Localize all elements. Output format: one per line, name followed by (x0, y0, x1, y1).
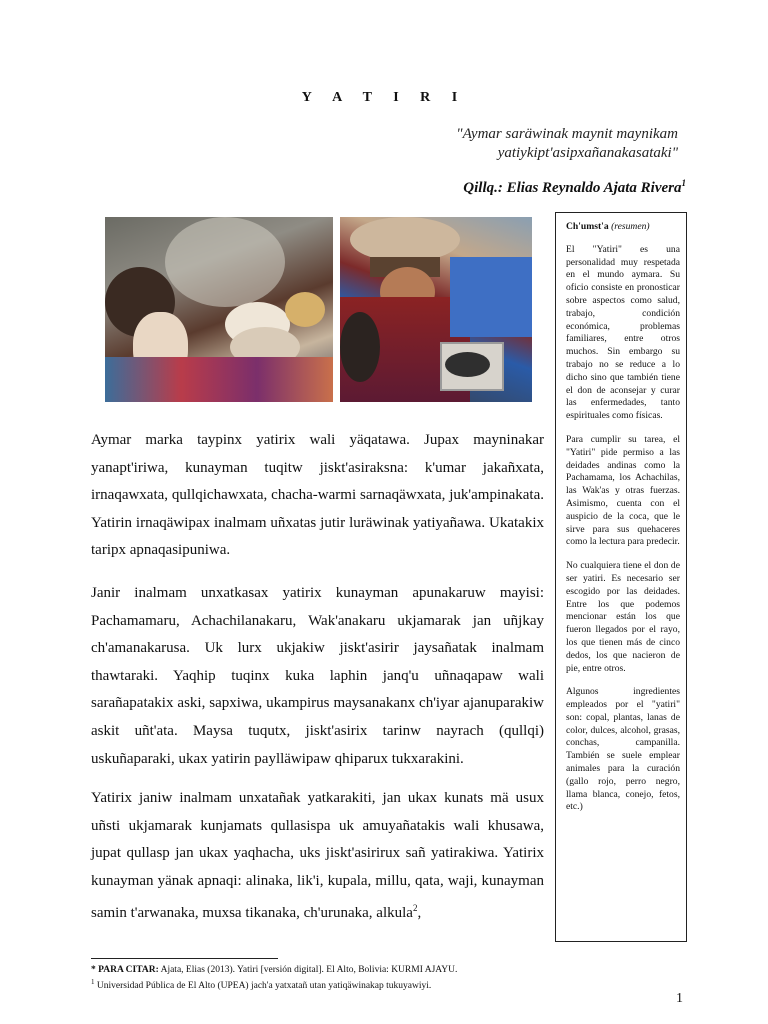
footnote-1-text: Universidad Pública de El Alto (UPEA) jach'a yatxatañ utan yatiqäwinakap tukuyawiyi. (94, 981, 432, 992)
document-title: Y A T I R I (301, 90, 467, 105)
sidebar-paragraph-4: Algunos ingredientes empleados por el "yatiri" son: copal, plantas, lanas de color, dulces, alcohol, grasas, conchas, campanilla. También se suele emplear animales para la curación (gallo rojo, perro negro, llama blanca, conejo, fetos, etc.) (566, 686, 680, 813)
footnote-2-mark: 2 (412, 903, 418, 914)
paragraph-3-tail: , (417, 905, 422, 922)
page-number: 1 (676, 991, 683, 1006)
ritual-photo-left (105, 217, 333, 402)
sidebar-heading-note: (resumen) (611, 221, 650, 232)
footnote-1 (91, 976, 591, 992)
footnote-1-mark: 1 (91, 978, 95, 986)
author-name: Qillq.: Elias Reynaldo Ajata Rivera (463, 180, 682, 196)
sidebar-heading-title: Ch'umst'a (566, 221, 609, 232)
subtitle-line-2: yatiykipt'asipxañanakasataki" (497, 145, 678, 161)
citation-text: Ajata, Elias (2013). Yatiri [versión digital]. El Alto, Bolivia: KURMI AJAYU. (158, 965, 458, 975)
footnote-divider (91, 958, 278, 959)
paragraph-1: Aymar marka taypinx yatirix wali yäqatawa. Jupax mayninakar yanapt'iriwa, kunayman tuqitw jiskt'asiraksna: k'umar jakañxata, irnaqawxata, qullqichawxata, chacha-warmi sarnaqäwxata, juk'ampinakata. Yatirin irnaqäwipax inalmam uñxatas jutir luräwinak yatiyañawa. Ukatakix taripx apnaqasipuniwa. (91, 432, 544, 559)
author-footnote-mark: 1 (681, 178, 686, 188)
paragraph-2: Janir inalmam unxatkasax yatirix kunayman apunakaruw mayisi: Pachamamaru, Achachilanakaru, Wak'anakaru ukjamarak jan uñjkay ch'amanakarusa. Uk lurx ukjakiw jiskt'asirir jaysañatak inalmam thawtaraki. Yaqhip tuqinx kuka laphin janq'u uñnaqapaw wali sarañapatakix aski, sapxiwa, ukampirus maysanakanx ch'iyar ajanuparakiw askit uñt'ata. Maysa tuqutx, jiskt'asirix tarinw nayrach (qullqi) uskuñaparaki, ukax yatirin paylläwipaw qhiparux tukxarakini. (91, 585, 544, 767)
sidebar-paragraph-1: El "Yatiri" es una personalidad muy respetada en el mundo aymara. Su oficio consiste en pronosticar sobre aspectos como salud, trabajo, condición económica, problemas familiares, entre otros muchos. Sin embargo su trabajo no se reduce a lo dicho sino que también tiene el don de aconsejar y curar las enfermedades, tanto espirituales como físicas. (566, 243, 680, 422)
paragraph-3-text: Yatirix janiw inalmam unxatañak yatkarakiti, jan ukax kunats mä usux uñsti ukjamarak kunjamats qullasispa uk amuyañatakis wali khusawa, jupat qullasp jan ukax yaqhacha, uks jiskt'asirirux sañ yatirakiwa. Yatirix kunayman yänak apnaqi: alinaka, lik'i, kupala, millu, qata, waji, kunayman samin t'arwanaka, muxsa tikanaka, ch'urunaka, alkula (91, 790, 544, 922)
ritual-photo-right (340, 217, 532, 402)
paragraph-3 (91, 785, 544, 928)
summary-sidebar (555, 212, 687, 942)
subtitle-line-1: "Aymar saräwinak maynit maynikam (456, 126, 678, 142)
citation-label: * PARA CITAR: (91, 965, 159, 975)
sidebar-paragraph-2: Para cumplir su tarea, el "Yatiri" pide permiso a las deidades andinas como la Pachamama, los Achachilas, las Wak'as y otras fuerzas. Asimismo, cuenta con el auspicio de la coca, que le sirve para sus quehaceres como la lectura para predecir. (566, 433, 680, 548)
document-subtitle (348, 125, 678, 163)
sidebar-heading (566, 221, 680, 234)
sidebar-paragraph-3: No cualquiera tiene el don de ser yatiri. Es necesario ser escogido por las deidades. Entre los que podemos mencionar están los que fueron llegados por el rayo, los que tienen más de cinco dedos, los que nacieron de pie, entre otros. (566, 560, 680, 674)
citation-note (91, 964, 591, 976)
author-line (356, 178, 686, 197)
footnotes (91, 964, 591, 992)
